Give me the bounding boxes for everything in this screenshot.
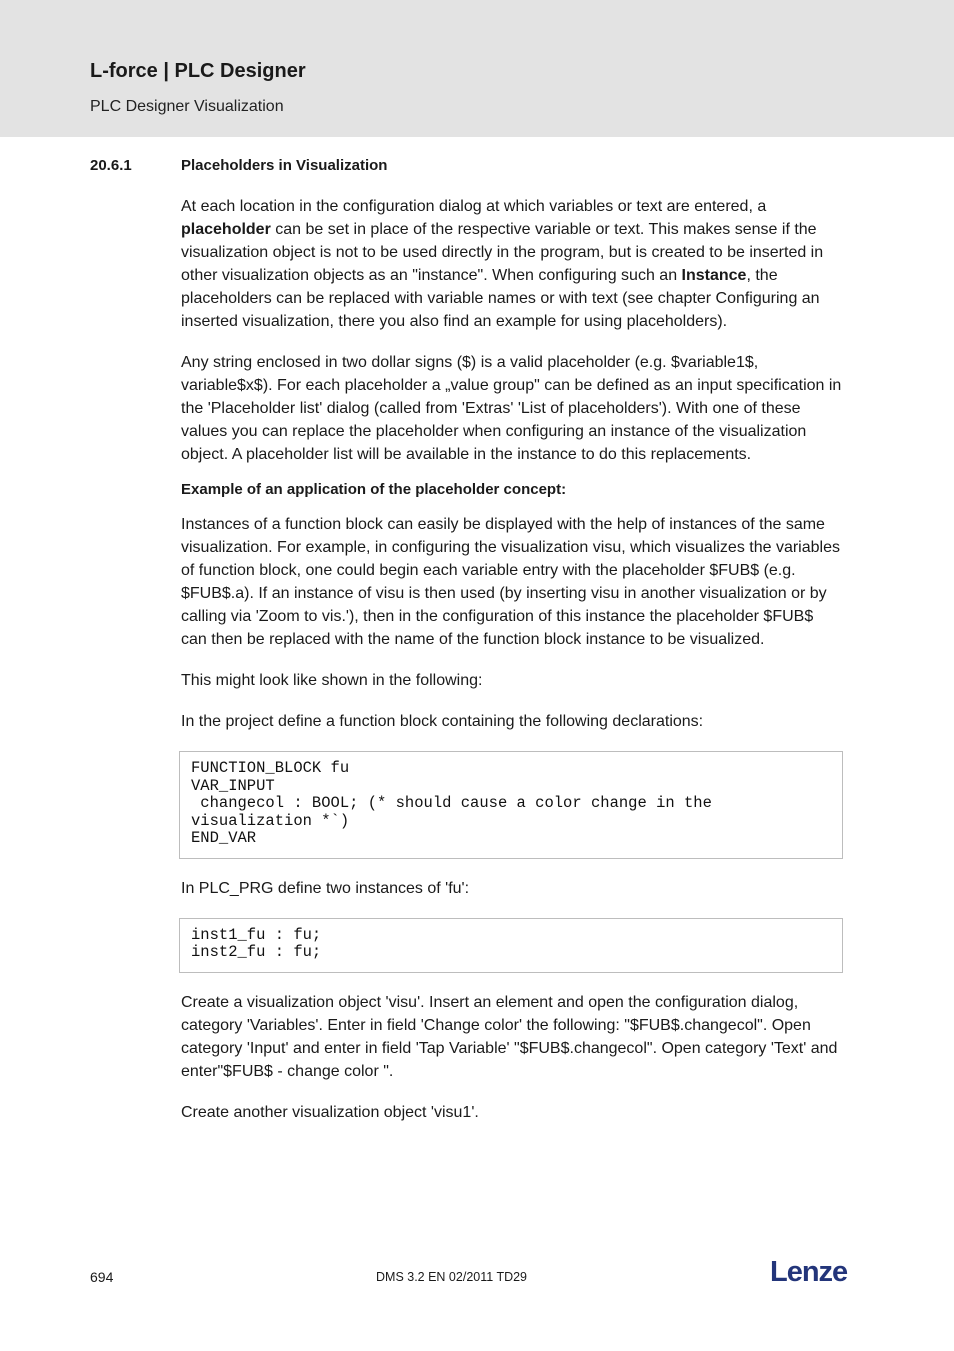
paragraph-placeholder-intro: At each location in the configuration dialog at which variables or text are entered, a placeholder can be set in place of the respective variable or text. This makes sense if the visualization object is not to be used directly in the program, but is created to be inserted in other visualization objects as an "instance". When configuring such an Instance, the placeholders can be replaced with variable names or with text (see chapter Configuring an inserted visualization, there you also find an example for using placeholders).	[181, 198, 824, 330]
lenze-logo: Lenze	[770, 1256, 848, 1288]
paragraph-create-visu1: Create another visualization object 'visu1'.	[181, 1103, 479, 1121]
paragraph-create-visu: Create a visualization object 'visu'. Insert an element and open the configuration dialog, category 'Variables'. Enter in field 'Change color' the following: "$FUB$.changecol". Open category 'Input' and enter in field 'Tap Variable' "$FUB$.changecol". Open category 'Text' and enter"$FUB$ - change color ".	[181, 993, 838, 1080]
document-subtitle: PLC Designer Visualization	[90, 98, 284, 115]
example-heading: Example of an application of the placeholder concept:	[181, 481, 567, 498]
document-id: DMS 3.2 EN 02/2011 TD29	[376, 1270, 528, 1284]
main-content	[181, 195, 843, 1142]
document-title: L-force | PLC Designer	[90, 60, 306, 82]
term-instance: Instance	[681, 267, 747, 284]
section-title: Placeholders in Visualization	[181, 157, 388, 174]
paragraph-dollar-strings: Any string enclosed in two dollar signs ($) is a valid placeholder (e.g. $variable1$, variable$x$). For each placeholder a „value group" can be defined as an input specification in the 'Placeholder list' dialog (called from 'Extras' 'List of placeholders'). With one of these values you can replace the placeholder when configuring an instance of the visualization object. A placeholder list will be available in the instance to do this replacements.	[181, 354, 842, 463]
section-number: 20.6.1	[90, 157, 132, 174]
term-placeholder: placeholder	[181, 221, 271, 238]
code-block-function-block: FUNCTION_BLOCK fu VAR_INPUT changecol : BOOL; (* should cause a color change in the visualization *`) END_VAR	[179, 751, 843, 859]
paragraph-example: Instances of a function block can easily be displayed with the help of instances of the same visualization. For example, in configuring the visualization visu, which visualizes the variables of function block, one could begin each variable entry with the placeholder $FUB$ (e.g. $FUB$.a). If an instance of visu is then used (by inserting visu in another visualization or by calling via 'Zoom to vis.'), then in the configuration of this instance the placeholder $FUB$ can then be replaced with the name of the function block instance to be visualized.	[181, 516, 840, 648]
page-number: 694	[90, 1269, 114, 1285]
paragraph-define-fb: In the project define a function block containing the following declarations:	[181, 713, 704, 730]
code-block-instances: inst1_fu : fu; inst2_fu : fu;	[179, 918, 843, 973]
paragraph-plc-prg: In PLC_PRG define two instances of 'fu':	[181, 879, 470, 897]
paragraph-look-like: This might look like shown in the following:	[181, 672, 483, 689]
